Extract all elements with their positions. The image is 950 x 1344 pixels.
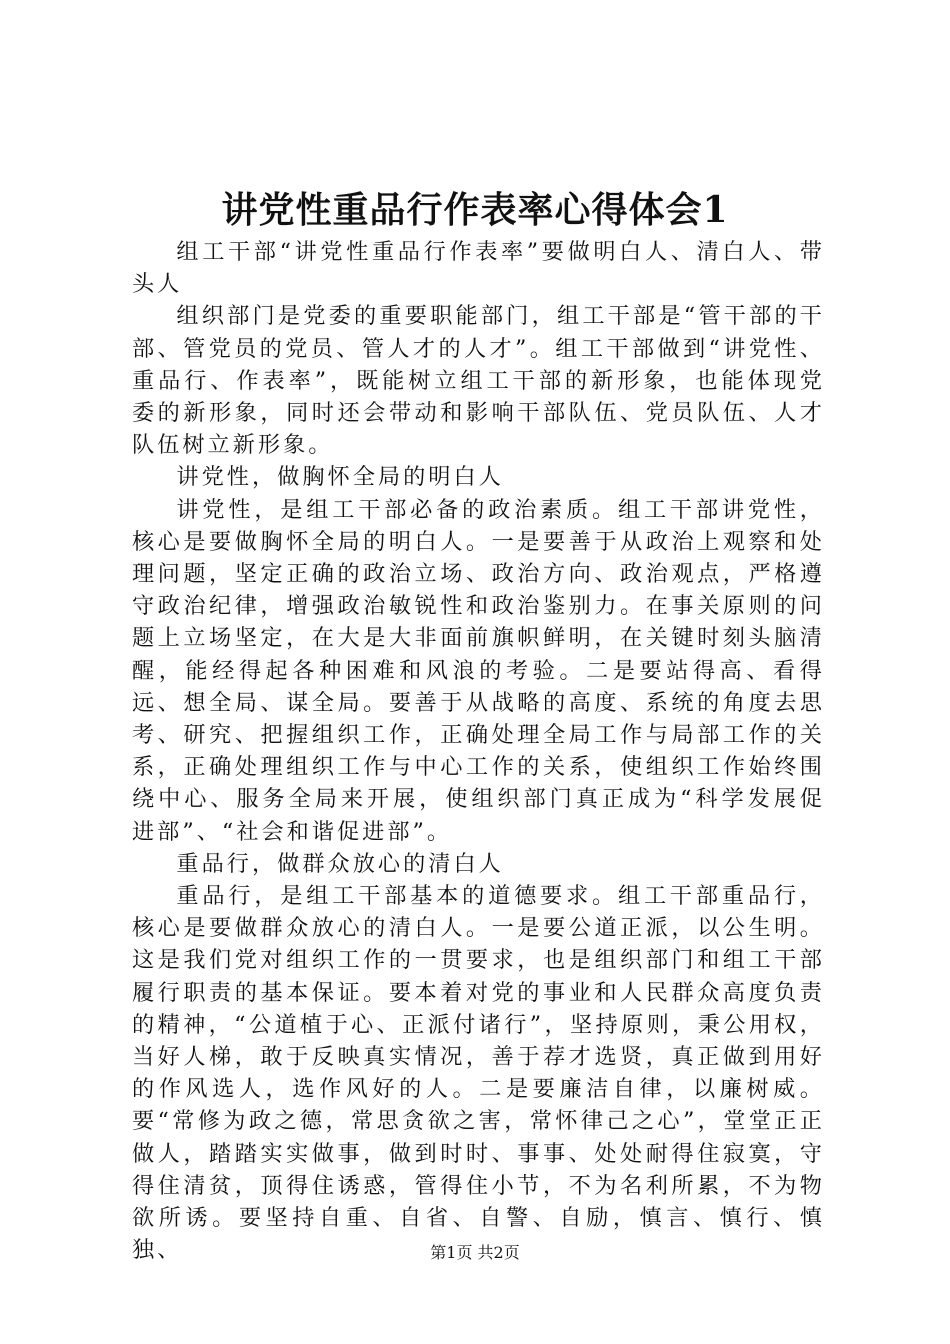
section-heading-conduct: 重品行，做群众放心的清白人	[176, 850, 504, 877]
paragraph-party-spirit: 讲党性，是组工干部必备的政治素质。组工干部讲党性，核心是要做胸怀全局的明白人。一是要善于从政治上观察和处理问题，坚定正确的政治立场、政治方向、政治观点，严格遵守政治纪律，增强政治敏锐性和政治鉴别力。在事关原则的问题上立场坚定，在大是大非面前旗帜鲜明，在关键时刻头脑清醒，能经得起各种困难和风浪的考验。二是要站得高、看得远、想全局、谋全局。要善于从战略的高度、系统的角度去思考、研究、把握组织工作，正确处理全局工作与局部工作的关系，正确处理组织工作与中心工作的关系，使组织工作始终围绕中心、服务全局来开展，使组织部门真正成为“科学发展促进部”、“社会和谐促进部”。	[132, 496, 825, 845]
paragraph-intro: 组织部门是党委的重要职能部门，组工干部是“管干部的干部、管党员的党员、管人才的人才”。组工干部做到“讲党性、重品行、作表率”，既能树立组工干部的新形象，也能体现党委的新形象，同时还会带动和影响干部队伍、党员队伍、人才队伍树立新形象。	[132, 303, 825, 459]
paragraph-subtitle: 组工干部“讲党性重品行作表率”要做明白人、清白人、带头人	[132, 239, 825, 298]
document-body	[132, 236, 825, 1267]
paragraph-conduct: 重品行，是组工干部基本的道德要求。组工干部重品行，核心是要做群众放心的清白人。一是要公道正派，以公生明。这是我们党对组织工作的一贯要求，也是组织部门和组工干部履行职责的基本保证。要本着对党的事业和人民群众高度负责的精神，“公道植于心、正派付诸行”，坚持原则，秉公用权，当好人梯，敢于反映真实情况，善于荐才选贤，真正做到用好的作风选人，选作风好的人。二是要廉洁自律，以廉树威。要“常修为政之德，常思贪欲之害，常怀律己之心”，堂堂正正做人，踏踏实实做事，做到时时、事事、处处耐得住寂寞，守得住清贫，顶得住诱惑，管得住小节，不为名利所累，不为物欲所诱。要坚持自重、自省、自警、自励，慎言、慎行、慎独、	[132, 883, 825, 1264]
document-title: 讲党性重品行作表率心得体会1	[221, 189, 729, 231]
section-heading-party-spirit: 讲党性，做胸怀全局的明白人	[176, 464, 504, 491]
page-number-footer: 第1页 共2页	[430, 1243, 520, 1262]
